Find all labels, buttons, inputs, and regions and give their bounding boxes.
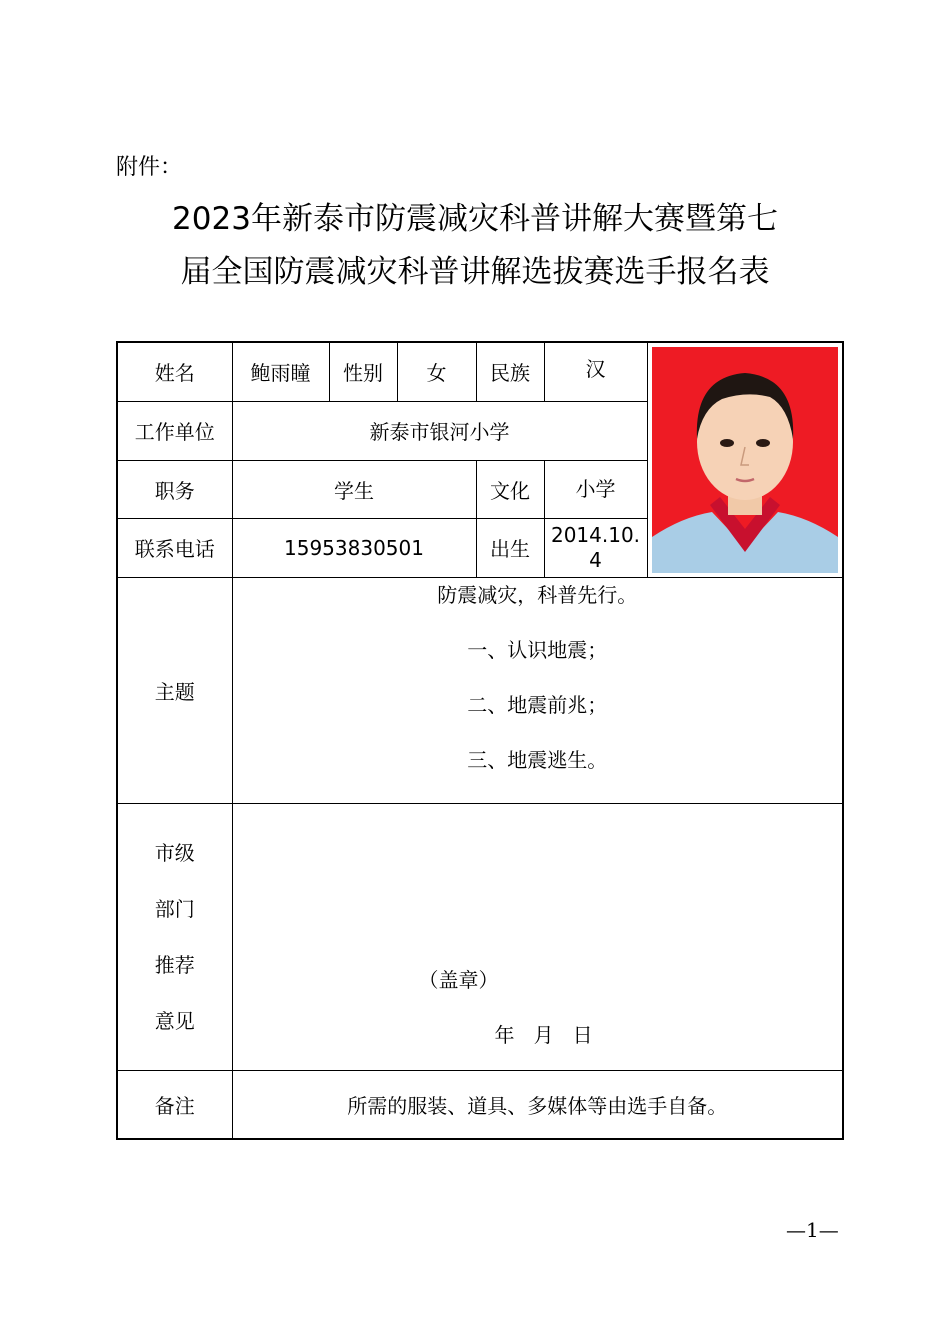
student-photo bbox=[652, 347, 838, 573]
birth-value bbox=[544, 518, 647, 577]
recommendation-label bbox=[117, 803, 232, 1070]
education-label: 文化 bbox=[476, 460, 544, 518]
recommendation-label-line-3: 推荐 bbox=[154, 952, 195, 977]
birth-value-line-2: 4 bbox=[589, 547, 602, 572]
registration-form-table bbox=[116, 341, 844, 1140]
remarks-label: 备注 bbox=[117, 1070, 232, 1139]
recommendation-label-line-2: 部门 bbox=[154, 896, 195, 921]
name-label: 姓名 bbox=[117, 342, 232, 401]
position-label: 职务 bbox=[117, 460, 232, 518]
stamp-text: （盖章） bbox=[418, 967, 499, 992]
recommendation-content bbox=[232, 803, 843, 1070]
remarks-value: 所需的服装、道具、多媒体等由选手自备。 bbox=[232, 1070, 843, 1139]
right-eye bbox=[756, 439, 770, 447]
position-value: 学生 bbox=[232, 460, 476, 518]
ethnicity-value: 汉 bbox=[544, 342, 647, 401]
work-unit-value: 新泰市银河小学 bbox=[232, 401, 647, 460]
attachment-label: 附件： bbox=[116, 155, 183, 180]
topic-content bbox=[232, 577, 843, 803]
name-value: 鲍雨瞳 bbox=[232, 342, 329, 401]
recommendation-label-line-4: 意见 bbox=[154, 1008, 195, 1033]
phone-label: 联系电话 bbox=[117, 518, 232, 577]
gender-label: 性别 bbox=[329, 342, 397, 401]
date-text: 年 月 日 bbox=[494, 1022, 593, 1047]
ethnicity-label: 民族 bbox=[476, 342, 544, 401]
topic-line-3: 二、地震前兆； bbox=[467, 693, 608, 717]
gender-value: 女 bbox=[397, 342, 476, 401]
birth-value-line-1: 2014.10. bbox=[550, 522, 641, 547]
form-title-line-1: 2023年新泰市防震减灾科普讲解大赛暨第七 bbox=[172, 201, 778, 237]
topic-line-2: 一、认识地震； bbox=[467, 638, 608, 662]
topic-line-4: 三、地震逃生。 bbox=[467, 748, 608, 772]
work-unit-label: 工作单位 bbox=[117, 401, 232, 460]
recommendation-label-line-1: 市级 bbox=[154, 840, 195, 865]
form-title-line-2: 届全国防震减灾科普讲解选拔赛选手报名表 bbox=[180, 254, 770, 290]
topic-label: 主题 bbox=[117, 577, 232, 803]
topic-line-1: 防震减灾，科普先行。 bbox=[437, 583, 638, 607]
phone-value: 15953830501 bbox=[232, 518, 476, 577]
education-value: 小学 bbox=[544, 460, 647, 518]
photo-cell bbox=[647, 342, 843, 577]
birth-label: 出生 bbox=[476, 518, 544, 577]
page-number: —1— bbox=[786, 1218, 839, 1242]
left-eye bbox=[720, 439, 734, 447]
